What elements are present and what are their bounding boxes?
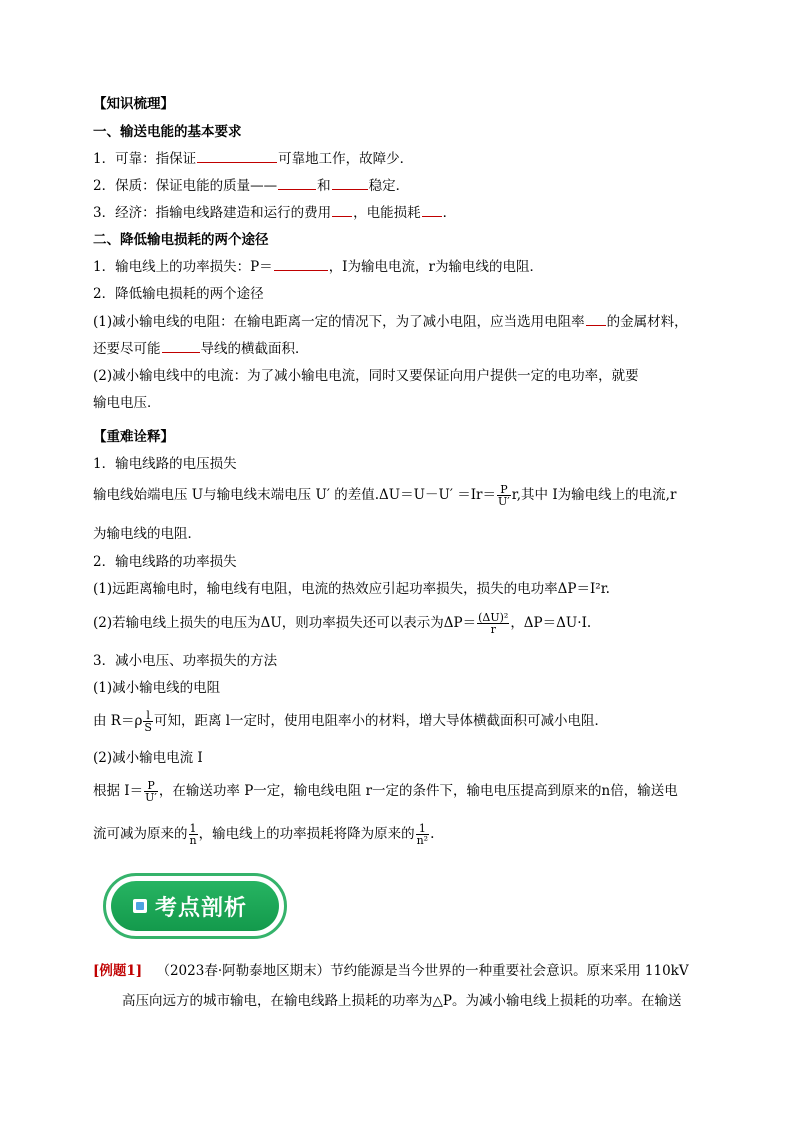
- blank-7: [586, 313, 606, 326]
- example-line-2: 高压向远方的城市输电，在输电线路上损耗的功率为△P。为减小输电线上损耗的功率。在输送: [122, 993, 682, 1009]
- resistance-formula: 由 R＝ρ $\frac{l}{S}$ 可知，距离 l一定时，使用电阻率小的材料，增大导体横截面积可减小电阻．: [93, 709, 609, 734]
- example-line-1: [例题1] （2023春·阿勒泰地区期末）节约能源是当今世界的一种重要社会意识。原来采用 110kV: [93, 963, 689, 979]
- item-quality: 2．保质：保证电能的质量—— 和 稳定．: [93, 178, 410, 194]
- current-result: 流可减为原来的 $\frac{1}{n}$ ，输电线上的功率损耗将降为原来的 $\frac{1}{\text{n²}}$ .: [93, 822, 435, 847]
- blank-8: [162, 340, 200, 353]
- voltage-loss-cont: 为输电线的电阻．: [93, 526, 201, 542]
- method-current: (2)减小输电电流 I: [93, 750, 203, 766]
- subheading-requirements: 一、输送电能的基本要求: [93, 124, 242, 140]
- blank-5: [422, 204, 442, 217]
- section-badge-inner: [111, 881, 279, 931]
- item-reduce-resistance: (1)减小输电线的电阻：在输电距离一定的情况下，为了减小电阻，应当选用电阻率 的金属材料，: [93, 314, 688, 330]
- voltage-loss-formula: 输电线始端电压 U与输电线末端电压 U′ 的差值.ΔU＝U－U′ ＝Ir＝ $\frac{P}{U'}$ r,其中 I为输电线上的电流,r: [93, 483, 677, 508]
- fraction-p-over-u2: $\frac{P}{U'}$: [145, 779, 157, 804]
- square-icon: [133, 899, 147, 913]
- power-loss-2: (2)若输电线上损失的电压为ΔU，则功率损失还可以表示为ΔP＝ $\frac{\text{(ΔU)²}}{r}$ ，ΔP＝ΔU·I.: [93, 611, 592, 636]
- methods-title: 3．减小电压、功率损失的方法: [93, 653, 278, 669]
- fraction-l-over-s: $\frac{l}{S}$: [144, 709, 152, 734]
- blank-3: [332, 177, 368, 190]
- blank-6: [274, 258, 328, 271]
- item-reduce-current-cont: 输电电压．: [93, 395, 161, 411]
- subheading-ways: 二、降低输电损耗的两个途径: [93, 232, 269, 248]
- current-formula: 根据 I＝ $\frac{P}{U'}$ ，在输送功率 P一定，输电线电阻 r一定的条件下，输电电压提高到原来的n倍，输送电: [93, 779, 678, 804]
- item-power-loss: 1．输电线上的功率损失：P＝ ，I为输电电流，r为输电线的电阻．: [93, 259, 543, 275]
- item-two-ways: 2．降低输电损耗的两个途径: [93, 286, 264, 302]
- fraction-du-sq-over-r: $\frac{\text{(ΔU)²}}{r}$: [478, 611, 509, 636]
- voltage-loss-title: 1．输电线路的电压损失: [93, 456, 237, 472]
- fraction-1-over-n-sq: $\frac{1}{\text{n²}}$: [416, 822, 429, 847]
- blank-4: [332, 204, 352, 217]
- item-reliable: 1．可靠：指保证 可靠地工作，故障少．: [93, 151, 414, 167]
- blank-1: [197, 150, 277, 163]
- method-resistance: (1)减小输电线的电阻: [93, 680, 221, 696]
- power-loss-title: 2．输电线路的功率损失: [93, 554, 237, 570]
- power-loss-1: (1)远距离输电时，输电线有电阻，电流的热效应引起功率损失，损失的电功率ΔP＝I²r.: [93, 581, 610, 597]
- section-badge: [103, 873, 287, 939]
- analysis-heading: 【重难诠释】: [93, 429, 174, 445]
- fraction-p-over-u: $\frac{P}{U'}$: [498, 483, 510, 508]
- example-label: [例题1]: [93, 963, 143, 979]
- blank-2: [278, 177, 316, 190]
- item-reduce-current: (2)减小输电线中的电流：为了减小输电电流，同时又要保证向用户提供一定的电功率，就要: [93, 368, 639, 384]
- item-reduce-resistance-cont: 还要尽可能 导线的横截面积．: [93, 341, 309, 357]
- item-economy: 3．经济：指输电线路建造和运行的费用 ，电能损耗 ．: [93, 205, 457, 221]
- section-badge-text: 考点剖析: [155, 895, 248, 921]
- fraction-1-over-n: $\frac{1}{n}$: [189, 822, 197, 847]
- knowledge-heading: 【知识梳理】: [93, 96, 174, 112]
